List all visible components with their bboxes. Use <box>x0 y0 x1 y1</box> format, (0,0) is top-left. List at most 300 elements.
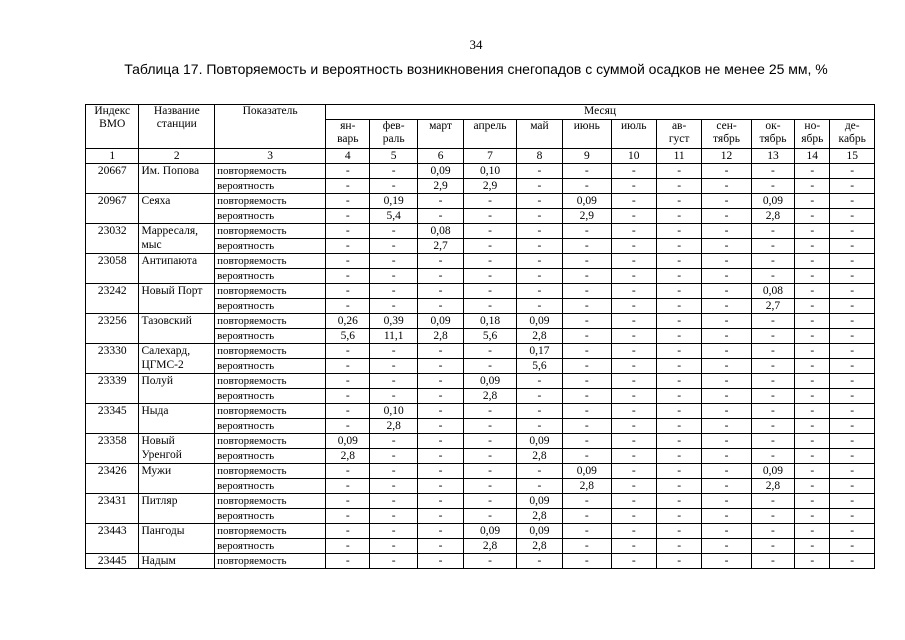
column-number: 11 <box>656 149 701 164</box>
table-row <box>86 194 875 209</box>
month-value: - <box>326 284 370 299</box>
table-row <box>86 254 875 269</box>
month-value: - <box>830 299 875 314</box>
month-value: - <box>370 344 417 359</box>
month-label-line1: ок- <box>765 120 781 132</box>
month-value: - <box>417 359 463 374</box>
month-value: - <box>751 524 794 539</box>
metric-name: повторяемость <box>215 374 326 389</box>
month-value: - <box>656 494 701 509</box>
month-value: - <box>417 509 463 524</box>
month-label-line1: июль <box>621 120 647 132</box>
column-number: 7 <box>464 149 516 164</box>
month-value: - <box>417 209 463 224</box>
month-value: - <box>370 479 417 494</box>
month-value: - <box>795 359 830 374</box>
month-value: - <box>751 449 794 464</box>
month-value: - <box>611 479 656 494</box>
month-value: 0,18 <box>464 314 516 329</box>
month-value: 0,09 <box>516 314 562 329</box>
month-value: - <box>751 314 794 329</box>
metric-name: повторяемость <box>215 254 326 269</box>
month-value: - <box>702 419 751 434</box>
month-value: - <box>611 419 656 434</box>
month-label-line1: ян- <box>340 120 356 132</box>
month-value: - <box>830 284 875 299</box>
month-value: - <box>830 344 875 359</box>
column-number: 4 <box>326 149 370 164</box>
metric-name: повторяемость <box>215 554 326 569</box>
month-value: - <box>830 179 875 194</box>
month-value: - <box>464 404 516 419</box>
month-value: - <box>795 269 830 284</box>
month-value: - <box>464 419 516 434</box>
month-value: - <box>702 179 751 194</box>
month-value: - <box>417 374 463 389</box>
metric-name: вероятность <box>215 329 326 344</box>
month-label-line2: кабрь <box>838 133 866 145</box>
metric-name: повторяемость <box>215 314 326 329</box>
month-label-line1: июнь <box>573 120 600 132</box>
station-name: Мужи <box>139 464 215 494</box>
month-value: - <box>795 164 830 179</box>
month-value: - <box>516 374 562 389</box>
month-value: 0,09 <box>751 464 794 479</box>
month-value: - <box>370 299 417 314</box>
metric-name: повторяемость <box>215 194 326 209</box>
month-value: - <box>611 494 656 509</box>
month-value: - <box>656 179 701 194</box>
month-value: - <box>795 524 830 539</box>
month-value: - <box>417 434 463 449</box>
month-value: - <box>751 434 794 449</box>
month-value: - <box>563 554 611 569</box>
month-value: - <box>611 554 656 569</box>
month-value: - <box>830 164 875 179</box>
month-value: - <box>702 539 751 554</box>
month-value: - <box>830 209 875 224</box>
month-header-1 <box>326 120 370 149</box>
month-value: 0,26 <box>326 314 370 329</box>
month-value: - <box>702 254 751 269</box>
wmo-index: 23330 <box>86 344 139 374</box>
header-station: Название станции <box>139 105 215 149</box>
month-value: - <box>751 239 794 254</box>
month-value: - <box>563 224 611 239</box>
month-header-6 <box>563 120 611 149</box>
month-value: - <box>830 419 875 434</box>
month-value: - <box>464 449 516 464</box>
station-name: Питляр <box>139 494 215 524</box>
month-value: - <box>751 224 794 239</box>
wmo-index: 23032 <box>86 224 139 254</box>
month-value: 2,9 <box>417 179 463 194</box>
month-value: - <box>326 269 370 284</box>
month-value: - <box>795 374 830 389</box>
month-value: - <box>751 254 794 269</box>
month-value: - <box>563 359 611 374</box>
month-value: 0,10 <box>464 164 516 179</box>
month-value: - <box>751 359 794 374</box>
month-value: - <box>830 494 875 509</box>
month-value: - <box>751 344 794 359</box>
month-value: 0,09 <box>516 434 562 449</box>
month-value: 2,9 <box>464 179 516 194</box>
month-value: - <box>516 239 562 254</box>
month-value: - <box>702 374 751 389</box>
month-value: - <box>370 224 417 239</box>
month-value: - <box>326 374 370 389</box>
month-value: - <box>417 344 463 359</box>
wmo-index: 23431 <box>86 494 139 524</box>
month-value: 0,39 <box>370 314 417 329</box>
column-number: 6 <box>417 149 463 164</box>
month-value: - <box>516 254 562 269</box>
month-value: - <box>516 464 562 479</box>
month-value: - <box>611 209 656 224</box>
month-header-5 <box>516 120 562 149</box>
month-value: - <box>611 524 656 539</box>
month-value: - <box>563 269 611 284</box>
month-label-line1: фев- <box>382 120 405 132</box>
month-header-3 <box>417 120 463 149</box>
month-value: - <box>656 509 701 524</box>
month-value: - <box>751 494 794 509</box>
month-value: - <box>516 419 562 434</box>
wmo-index: 23339 <box>86 374 139 404</box>
month-value: - <box>464 464 516 479</box>
month-value: 0,09 <box>417 314 463 329</box>
month-value: - <box>830 434 875 449</box>
month-value: - <box>702 194 751 209</box>
month-value: - <box>830 329 875 344</box>
header-column-numbers <box>86 149 875 164</box>
month-value: 0,08 <box>751 284 794 299</box>
wmo-index: 23358 <box>86 434 139 464</box>
metric-name: повторяемость <box>215 434 326 449</box>
month-value: - <box>611 179 656 194</box>
metric-name: повторяемость <box>215 404 326 419</box>
month-value: - <box>611 329 656 344</box>
column-number: 10 <box>611 149 656 164</box>
month-value: - <box>702 554 751 569</box>
station-name: Тазовский <box>139 314 215 344</box>
month-value: - <box>417 269 463 284</box>
month-value: 2,8 <box>326 449 370 464</box>
month-value: - <box>795 494 830 509</box>
header-month: Месяц <box>326 105 875 120</box>
month-value: - <box>563 524 611 539</box>
month-value: - <box>417 284 463 299</box>
month-value: - <box>702 209 751 224</box>
month-value: - <box>516 194 562 209</box>
month-label-line1: де- <box>844 120 860 132</box>
month-value: 0,09 <box>563 194 611 209</box>
month-value: - <box>830 524 875 539</box>
month-value: - <box>563 329 611 344</box>
month-value: - <box>370 494 417 509</box>
month-value: 0,08 <box>417 224 463 239</box>
month-value: 2,8 <box>516 539 562 554</box>
month-value: - <box>795 554 830 569</box>
station-name: Новый Уренгой <box>139 434 215 464</box>
wmo-index: 23058 <box>86 254 139 284</box>
month-value: - <box>563 164 611 179</box>
month-value: - <box>751 179 794 194</box>
table-row <box>86 404 875 419</box>
wmo-index: 23426 <box>86 464 139 494</box>
month-value: - <box>830 554 875 569</box>
month-value: - <box>751 269 794 284</box>
month-value: - <box>516 389 562 404</box>
month-value: - <box>611 509 656 524</box>
month-value: - <box>611 284 656 299</box>
month-value: - <box>370 389 417 404</box>
metric-name: повторяемость <box>215 464 326 479</box>
metric-name: вероятность <box>215 179 326 194</box>
month-value: - <box>370 374 417 389</box>
column-number: 15 <box>830 149 875 164</box>
station-name: Антипаюта <box>139 254 215 284</box>
month-value: - <box>326 224 370 239</box>
month-value: - <box>464 509 516 524</box>
month-value: 0,19 <box>370 194 417 209</box>
month-value: - <box>751 389 794 404</box>
month-value: - <box>516 284 562 299</box>
month-value: - <box>370 509 417 524</box>
metric-name: вероятность <box>215 509 326 524</box>
month-value: 5,6 <box>516 359 562 374</box>
month-value: 0,09 <box>464 524 516 539</box>
table-row <box>86 284 875 299</box>
month-value: 0,17 <box>516 344 562 359</box>
month-value: - <box>702 389 751 404</box>
month-value: - <box>795 284 830 299</box>
month-value: - <box>464 554 516 569</box>
month-value: - <box>830 314 875 329</box>
month-value: - <box>326 509 370 524</box>
month-value: - <box>702 464 751 479</box>
month-value: - <box>702 359 751 374</box>
month-value: - <box>656 239 701 254</box>
month-value: - <box>563 494 611 509</box>
month-value: - <box>830 224 875 239</box>
month-value: - <box>563 299 611 314</box>
column-number: 14 <box>795 149 830 164</box>
month-value: - <box>611 434 656 449</box>
month-value: - <box>611 539 656 554</box>
metric-name: вероятность <box>215 239 326 254</box>
month-value: - <box>751 329 794 344</box>
column-number: 5 <box>370 149 417 164</box>
month-value: - <box>516 164 562 179</box>
column-number: 2 <box>139 149 215 164</box>
month-value: - <box>326 209 370 224</box>
wmo-index: 23242 <box>86 284 139 314</box>
month-value: - <box>656 329 701 344</box>
month-value: - <box>417 194 463 209</box>
month-value: - <box>656 194 701 209</box>
month-value: - <box>702 509 751 524</box>
station-name: Им. Попова <box>139 164 215 194</box>
month-value: - <box>795 479 830 494</box>
month-value: - <box>830 374 875 389</box>
month-value: - <box>326 389 370 404</box>
metric-name: вероятность <box>215 419 326 434</box>
metric-name: повторяемость <box>215 284 326 299</box>
month-value: - <box>326 479 370 494</box>
month-value: - <box>464 209 516 224</box>
month-value: - <box>370 524 417 539</box>
month-value: - <box>417 254 463 269</box>
month-value: - <box>370 179 417 194</box>
month-value: - <box>563 449 611 464</box>
month-value: - <box>656 434 701 449</box>
month-value: - <box>611 254 656 269</box>
month-value: 2,8 <box>464 539 516 554</box>
month-value: - <box>563 374 611 389</box>
month-value: - <box>795 329 830 344</box>
column-number: 8 <box>516 149 562 164</box>
month-value: - <box>516 209 562 224</box>
month-value: - <box>830 359 875 374</box>
month-value: - <box>656 284 701 299</box>
month-value: - <box>795 389 830 404</box>
month-value: - <box>370 239 417 254</box>
month-value: - <box>795 314 830 329</box>
station-name: Сеяха <box>139 194 215 224</box>
month-value: 2,8 <box>516 449 562 464</box>
metric-name: повторяемость <box>215 164 326 179</box>
month-value: - <box>656 344 701 359</box>
station-name: Пангоды <box>139 524 215 554</box>
month-value: - <box>830 269 875 284</box>
month-value: 5,6 <box>464 329 516 344</box>
month-value: - <box>563 509 611 524</box>
month-value: - <box>326 524 370 539</box>
month-value: - <box>656 224 701 239</box>
month-value: 2,7 <box>751 299 794 314</box>
month-value: - <box>516 179 562 194</box>
month-label-line2: варь <box>337 133 359 145</box>
month-header-2 <box>370 120 417 149</box>
month-value: - <box>656 404 701 419</box>
month-value: - <box>326 194 370 209</box>
month-value: - <box>611 404 656 419</box>
month-value: - <box>516 224 562 239</box>
column-number: 12 <box>702 149 751 164</box>
month-value: 0,09 <box>326 434 370 449</box>
month-value: 0,09 <box>563 464 611 479</box>
month-value: 2,7 <box>417 239 463 254</box>
month-value: - <box>795 209 830 224</box>
month-value: - <box>326 239 370 254</box>
month-value: - <box>656 524 701 539</box>
month-value: 2,8 <box>751 479 794 494</box>
table-row <box>86 524 875 539</box>
month-value: - <box>795 194 830 209</box>
month-value: 0,09 <box>417 164 463 179</box>
table-row <box>86 374 875 389</box>
month-value: - <box>751 164 794 179</box>
month-value: 0,10 <box>370 404 417 419</box>
table-row <box>86 164 875 179</box>
month-value: - <box>563 254 611 269</box>
metric-name: вероятность <box>215 209 326 224</box>
month-value: - <box>751 419 794 434</box>
month-value: - <box>751 554 794 569</box>
month-value: - <box>563 434 611 449</box>
month-value: - <box>656 389 701 404</box>
month-value: - <box>417 479 463 494</box>
month-value: - <box>611 239 656 254</box>
month-value: - <box>795 509 830 524</box>
month-header-12 <box>830 120 875 149</box>
metric-name: повторяемость <box>215 224 326 239</box>
month-value: - <box>370 554 417 569</box>
table-header <box>86 105 875 164</box>
month-label-line2: раль <box>382 133 405 145</box>
month-header-7 <box>611 120 656 149</box>
month-value: - <box>795 464 830 479</box>
month-value: - <box>370 449 417 464</box>
month-value: - <box>795 539 830 554</box>
month-value: - <box>326 299 370 314</box>
month-value: - <box>370 434 417 449</box>
station-name: Салехард, ЦГМС-2 <box>139 344 215 374</box>
metric-name: вероятность <box>215 389 326 404</box>
month-value: - <box>370 539 417 554</box>
month-value: - <box>326 179 370 194</box>
month-value: - <box>830 239 875 254</box>
column-number: 1 <box>86 149 139 164</box>
month-value: - <box>702 314 751 329</box>
month-value: - <box>795 404 830 419</box>
column-number: 9 <box>563 149 611 164</box>
station-name: Полуй <box>139 374 215 404</box>
month-value: - <box>516 269 562 284</box>
month-value: - <box>830 389 875 404</box>
month-value: - <box>656 314 701 329</box>
month-value: 0,09 <box>464 374 516 389</box>
month-value: - <box>702 524 751 539</box>
month-value: 2,8 <box>563 479 611 494</box>
month-value: 2,8 <box>464 389 516 404</box>
month-value: - <box>830 539 875 554</box>
month-value: - <box>830 194 875 209</box>
month-value: - <box>611 359 656 374</box>
month-value: - <box>702 479 751 494</box>
month-value: 2,8 <box>370 419 417 434</box>
month-value: - <box>464 284 516 299</box>
month-value: 5,4 <box>370 209 417 224</box>
month-value: 2,8 <box>516 509 562 524</box>
month-value: - <box>656 299 701 314</box>
month-value: - <box>656 359 701 374</box>
month-value: - <box>656 419 701 434</box>
month-value: - <box>656 554 701 569</box>
month-value: - <box>656 479 701 494</box>
month-value: - <box>417 494 463 509</box>
month-value: - <box>563 539 611 554</box>
month-value: - <box>464 239 516 254</box>
table-row <box>86 314 875 329</box>
table-row <box>86 494 875 509</box>
metric-name: вероятность <box>215 539 326 554</box>
month-value: - <box>417 464 463 479</box>
month-value: - <box>464 269 516 284</box>
metric-name: вероятность <box>215 479 326 494</box>
